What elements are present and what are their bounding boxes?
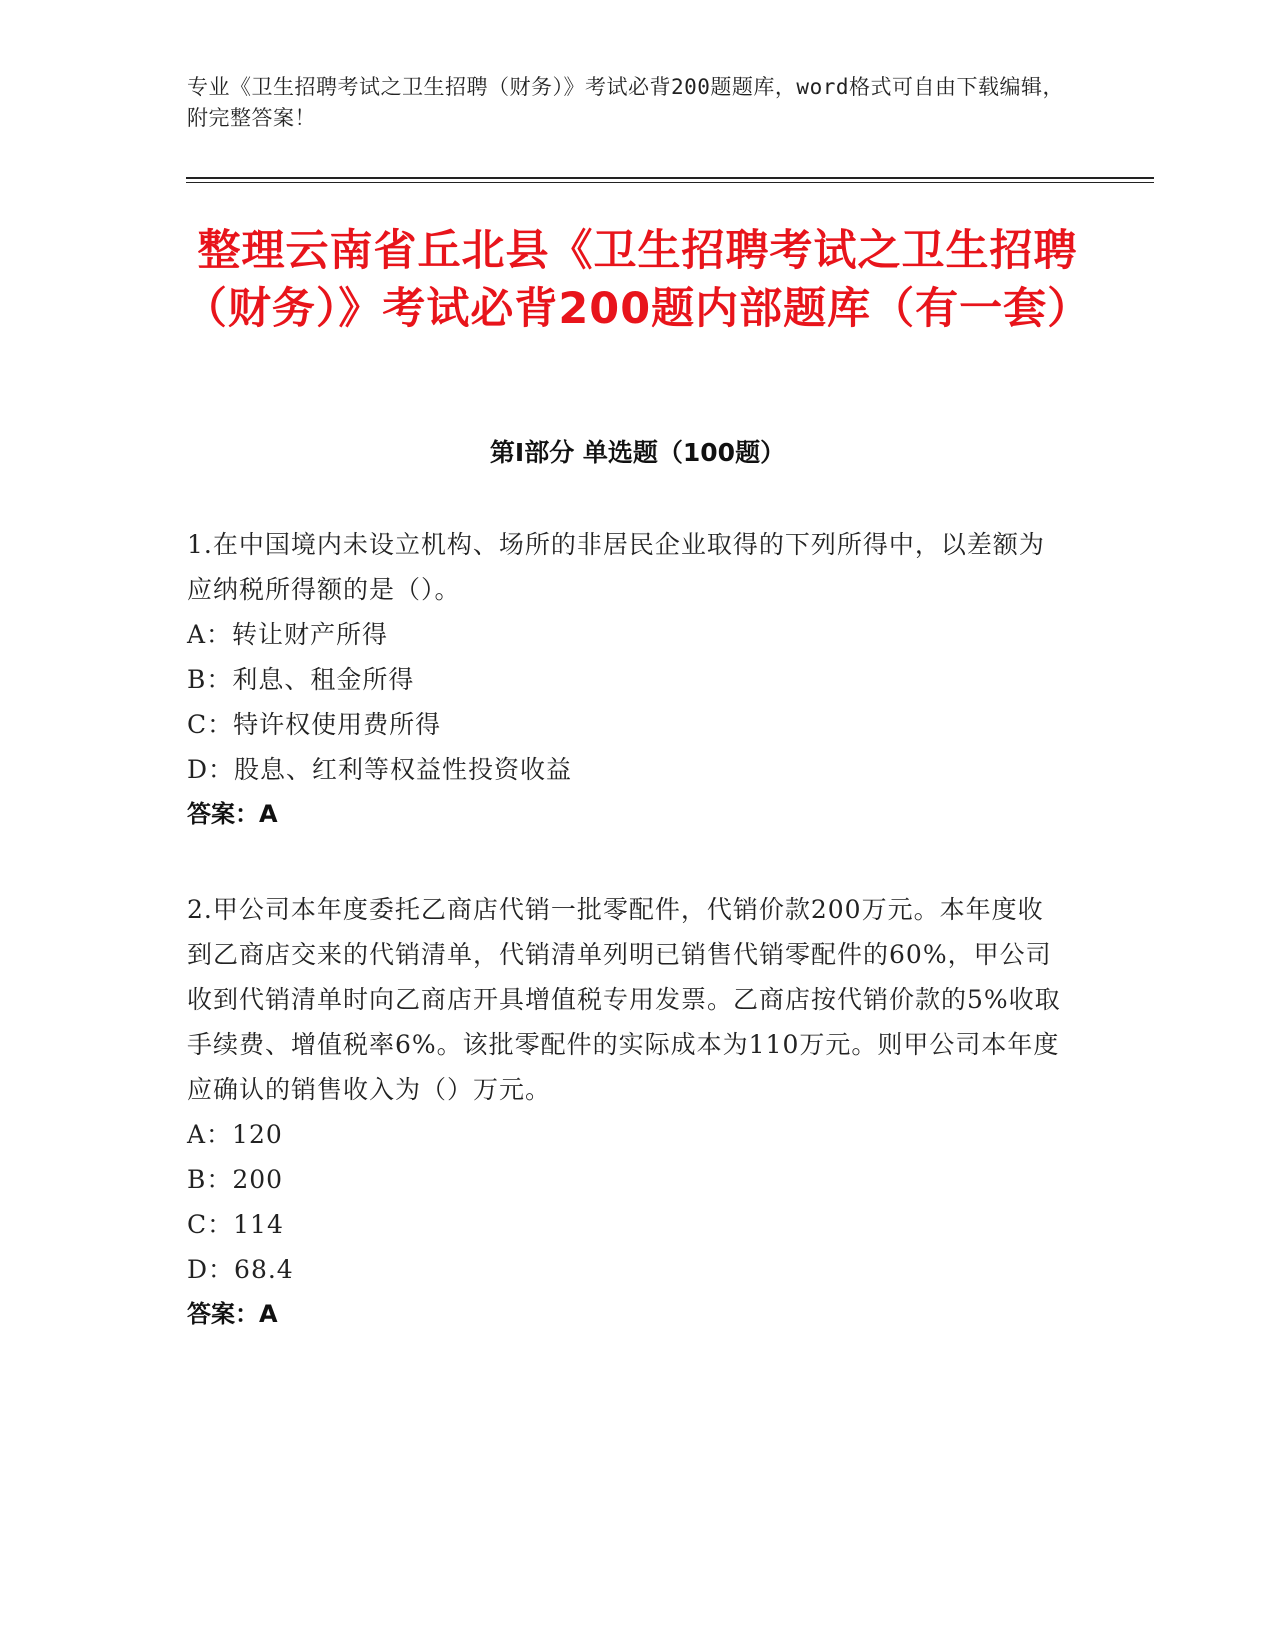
answer-line: 答案：A xyxy=(187,1300,278,1328)
question-1 xyxy=(187,522,1067,837)
option-a: A：转让财产所得 xyxy=(187,620,389,649)
header-divider-thick xyxy=(186,177,1154,179)
header-note: 专业《卫生招聘考试之卫生招聘（财务）》考试必背200题题库，word格式可自由下载编辑，附完整答案！ xyxy=(187,75,1064,130)
question-stem: 2.甲公司本年度委托乙商店代销一批零配件，代销价款200万元。本年度收到乙商店交来的代销清单，代销清单列明已销售代销零配件的60%，甲公司收到代销清单时向乙商店开具增值税专用发票。乙商店按代销价款的5%收取手续费、增值税率6%。该批零配件的实际成本为110万元。则甲公司本年度应确认的销售收入为（）万元。 xyxy=(187,895,1061,1104)
option-d: D：股息、红利等权益性投资收益 xyxy=(187,755,573,784)
document-title: 整理云南省丘北县《卫生招聘考试之卫生招聘（财务）》考试必背200题内部题库（有一套） xyxy=(183,226,1092,334)
question-2 xyxy=(187,887,1067,1337)
header-divider-thin xyxy=(186,182,1154,183)
question-stem: 1.在中国境内未设立机构、场所的非居民企业取得的下列所得中，以差额为应纳税所得额的是（）。 xyxy=(187,530,1045,604)
option-b: B：200 xyxy=(187,1165,284,1194)
section-heading: 第Ⅰ部分 单选题（100题） xyxy=(489,438,786,467)
option-d: D：68.4 xyxy=(187,1255,294,1284)
option-c: C：特许权使用费所得 xyxy=(187,710,442,739)
option-c: C：114 xyxy=(187,1210,284,1239)
option-a: A：120 xyxy=(187,1120,283,1149)
answer-line: 答案：A xyxy=(187,800,278,828)
option-b: B：利息、租金所得 xyxy=(187,665,415,694)
